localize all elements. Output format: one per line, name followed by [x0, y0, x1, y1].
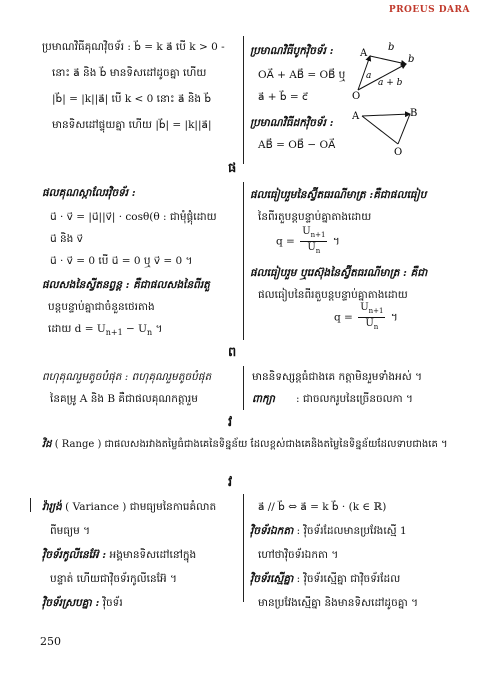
column-divider-2	[243, 182, 244, 340]
s1-right-line3: a⃗ + b⃗ = c⃗	[258, 91, 308, 103]
s2-left-line1: ផលគុណស្កាលែរវ៉ិចទ័រ :	[42, 187, 136, 199]
d-formula-mid: − U	[122, 323, 147, 335]
s1-right-line5: AB⃗ = OB⃗ − OA⃗	[258, 139, 336, 151]
sub-point-a-label: A	[352, 111, 360, 122]
vector-addition-diagram	[352, 38, 420, 100]
sub-point-b-label: B	[410, 108, 418, 119]
s2-left-line4: u⃗ · v⃗ = 0 បើ u⃗ = 0 ឬ v⃗ = 0 ។	[50, 255, 193, 267]
s2-right-line1: ផលធៀបរួមនៃស្វ៊ីតធរណីមាត្រ :គឺជាផលធៀប	[250, 189, 427, 201]
q-end-2: ។	[390, 311, 398, 324]
section-mark-po: ព	[228, 345, 237, 360]
variance-def: ជាមធ្យមនៃការេគំលាត	[126, 501, 217, 513]
s5-right-line5: មានប្រវែងស្មើគ្នា និងមានទិសដៅដូចគ្នា ។	[258, 597, 419, 609]
q2-den-sub: n	[373, 323, 379, 331]
point-b-label: b	[408, 54, 415, 65]
section-mark-vo-1: វ	[228, 415, 233, 430]
s5-right-line2	[250, 524, 407, 538]
parallel-def: វ៉ិចទ័រ	[99, 597, 123, 609]
vector-b-label: b	[388, 42, 395, 53]
sub-point-o-label: O	[394, 147, 403, 156]
unit-vector-term: វ៉ិចទ័រឯកតា	[250, 525, 294, 537]
s5-left-line4: បន្ទាត់ ហើយជាវ៉ិចទ័រកូលីនេអ៊ែ ។	[50, 573, 177, 585]
s2-right-line3: ផលធៀបរួម ឬរេស៊ុងនៃស្វ៊ីតធរណីមាត្រ : គឺជា	[250, 267, 428, 279]
s3-right-term: ពាក្យា	[252, 393, 275, 405]
q-label-2: q =	[334, 311, 353, 324]
s5-left-line2: ពីមធ្យម ។	[50, 525, 91, 537]
header-brand: PROEUS DARA	[388, 5, 470, 15]
s4-line1	[42, 438, 448, 452]
q1-num: U	[302, 226, 311, 237]
section-mark-vo-2: វ	[228, 475, 233, 490]
range-en: ( Range )	[51, 439, 105, 450]
s5-left-line5	[42, 596, 123, 610]
s2-left-line6: បន្តបន្ទាប់គ្នាជាចំនួនថេរតាង	[48, 301, 155, 313]
column-divider-4	[243, 494, 244, 602]
column-divider-3	[243, 366, 244, 410]
section-mark-pha: ផ	[228, 161, 237, 176]
variance-en: ( Variance )	[61, 501, 127, 513]
unit-vector-def: : វ៉ិចទ័រដែលមានប្រវែងស្មើ 1	[293, 525, 407, 537]
q-fraction-1	[300, 226, 327, 257]
s2-right-formula2	[334, 302, 398, 333]
range-definition: ជាផលសងរវាងតម្លៃធំជាងគេនៃទិន្នន័យ ដែលខ្ពស់ជាងគេនិងតម្លៃនៃទិន្នន័យដែលទាបជាងគេ ។	[104, 439, 448, 450]
d-formula-sub1: n+1	[105, 328, 123, 338]
page-number: 250	[40, 635, 61, 648]
s2-left-line3: u⃗ និង v⃗	[50, 233, 83, 245]
point-a-label: A	[360, 48, 368, 59]
s1-left-line2: នោះ a⃗ និង b⃗ មានទិសដៅដូចគ្នា ហើយ	[52, 67, 207, 79]
s3-left-line2: នៃគម្រូ A និង B គឺជាផលគុណកត្តារួម	[50, 393, 198, 405]
s5-right-line3: ហៅថាវ៉ិចទ័រឯកតា ។	[258, 549, 339, 561]
equal-vector-term: វ៉ិចទ័រស្មើគ្នា	[250, 573, 294, 585]
s1-right-line2: OA⃗ + AB⃗ = OB⃗ ឬ	[258, 69, 346, 81]
s2-left-line2: u⃗ · v⃗ = |u⃗||v⃗| · cosθ(θ : ជាមុំផ្គុំដោយ	[50, 211, 217, 223]
s2-left-line7	[48, 322, 162, 340]
q1-num-sub: n+1	[310, 231, 326, 239]
q-fraction-2	[358, 302, 385, 333]
equal-vector-def: : វ៉ិចទ័រស្មើគ្នា ជាវ៉ិចទ័រដែល	[293, 573, 401, 585]
range-term: វិដ	[42, 439, 52, 450]
s5-left-line1	[42, 500, 216, 514]
s3-right-line3: : ជាចលករូបនៃច្រើនចលកា ។	[296, 393, 413, 405]
s3-right-line1: មាននិទស្សន្តធំជាងគេ កត្តាមិនរួមទាំងអស់ ។	[252, 371, 423, 383]
s2-right-line2: នៃពីរតួបន្តបន្ទាប់គ្នាតាងដោយ	[258, 211, 372, 223]
d-formula-end: ។	[152, 323, 163, 335]
s1-left-line4: មានទិសដៅផ្ទុយគ្នា ហើយ |b⃗| = |k||a⃗|	[52, 119, 212, 131]
s3-left-line1: ពហុគុណរួមតូចបំផុត : ពហុគុណរួមតូចបំផុត	[42, 371, 212, 383]
s2-right-formula1	[276, 226, 340, 257]
s1-right-line4: ប្រមាណវិធីដកវ៉ិចទ័រ :	[250, 117, 334, 129]
parallel-term: វ៉ិចទ័រស្របគ្នា :	[42, 597, 100, 609]
q-label-1: q =	[276, 235, 295, 248]
vector-subtraction-diagram	[352, 104, 420, 156]
s2-left-line5: ផលសងនៃស្វីតនព្វន្ត : គឺជាផលសងនៃពីរតួ	[42, 279, 210, 291]
q2-num: U	[360, 302, 369, 313]
q2-den: U	[365, 318, 374, 329]
d-formula-lead: ដោយ d = U	[48, 323, 106, 335]
d-formula-sub2: n	[147, 328, 153, 338]
s5-left-line3	[42, 548, 196, 562]
variance-term: វ៉ារ្យង់	[42, 501, 62, 513]
left-margin-mark	[30, 498, 31, 512]
q2-num-sub: n+1	[368, 307, 384, 315]
s1-left-line3: |b⃗| = |k||a⃗| បើ k < 0 នោះ a⃗ និង b⃗	[52, 93, 212, 105]
q-end-1: ។	[332, 235, 340, 248]
s2-right-line4: ផលធៀបនៃពីរតួបន្តបន្ទាប់គ្នាតាងដោយ	[258, 289, 408, 301]
point-o-label: O	[352, 91, 361, 100]
collinear-term: វ៉ិចទ័រកូលីនេអ៊ែ :	[42, 549, 107, 561]
s1-left-line1: ប្រមាណវិធីគុណវ៉ិចទ័រ : b⃗ = k a⃗ បើ k > 0 -	[42, 41, 225, 53]
s5-right-line4	[250, 572, 400, 586]
vector-sum-label: a + b	[378, 78, 403, 88]
collinear-def: អង្គមានទិសដៅនៅក្នុង	[106, 549, 197, 561]
q1-den-sub: n	[315, 247, 321, 255]
column-divider-1	[243, 36, 244, 164]
vector-a-label: a	[366, 71, 372, 81]
s5-right-line1: a⃗ // b⃗ ⇔ a⃗ = k b⃗ · (k ∈ ℝ)	[258, 501, 387, 513]
s1-right-line1: ប្រមាណវិធីបូកវ៉ិចទ័រ :	[250, 45, 334, 57]
q1-den: U	[307, 242, 316, 253]
